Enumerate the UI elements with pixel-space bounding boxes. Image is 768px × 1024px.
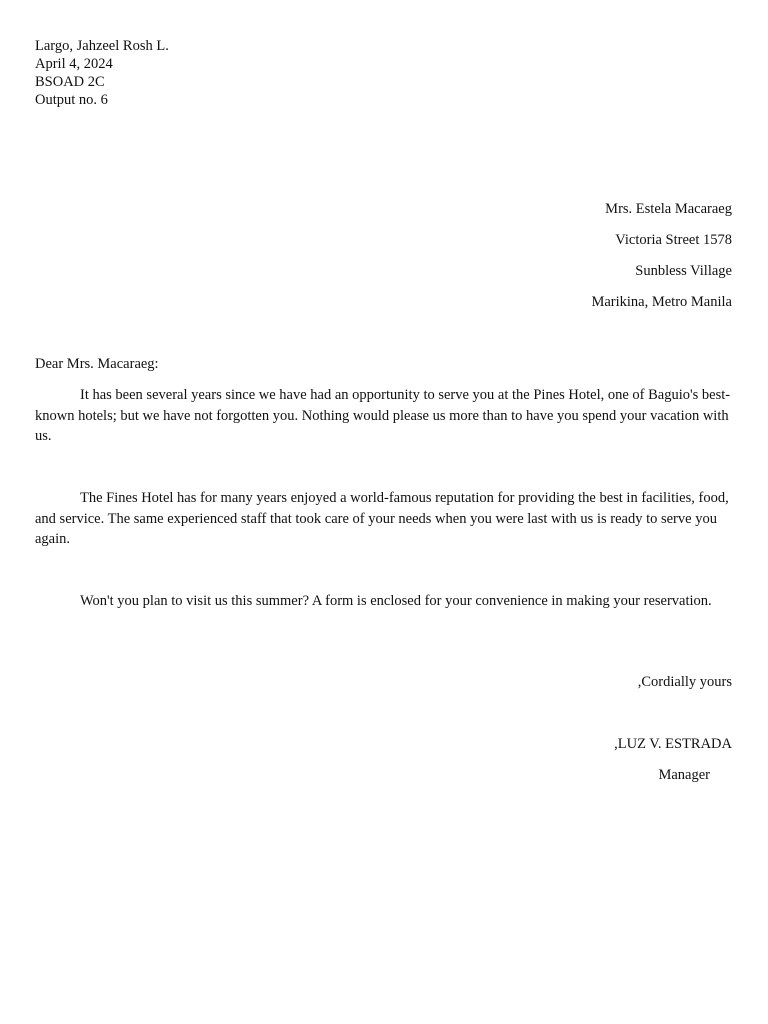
student-info-block	[35, 37, 169, 109]
recipient-city: Marikina, Metro Manila	[591, 294, 732, 310]
recipient-name: Mrs. Estela Macaraeg	[605, 201, 732, 217]
recipient-village: Sunbless Village	[635, 263, 732, 279]
salutation: Dear Mrs. Macaraeg:	[35, 356, 159, 372]
recipient-street: Victoria Street 1578	[615, 232, 732, 248]
recipient-address-block	[591, 200, 732, 324]
body-paragraph-3: Won't you plan to visit us this summer? A form is enclosed for your convenience in making your reservation.	[80, 593, 712, 609]
signer-name: ,LUZ V. ESTRADA	[614, 736, 732, 752]
signer-title: Manager	[658, 767, 710, 783]
complimentary-closing: ,Cordially yours	[637, 674, 732, 690]
student-name: Largo, Jahzeel Rosh L.	[35, 38, 169, 54]
body-paragraph-1: It has been several years since we have had an opportunity to serve you at the Pines Hotel, one of Baguio's best-known hotels; but we have not forgotten you. Nothing would please us more than to have you spend your vacation with us.	[35, 387, 731, 445]
submission-date: April 4, 2024	[35, 56, 113, 72]
output-number: Output no. 6	[35, 92, 108, 108]
class-section: BSOAD 2C	[35, 74, 105, 90]
body-paragraph-2: The Fines Hotel has for many years enjoyed a world-famous reputation for providing the best in facilities, food, and service. The same experienced staff that took care of your needs when you were last with us is ready to serve you again.	[35, 490, 729, 548]
